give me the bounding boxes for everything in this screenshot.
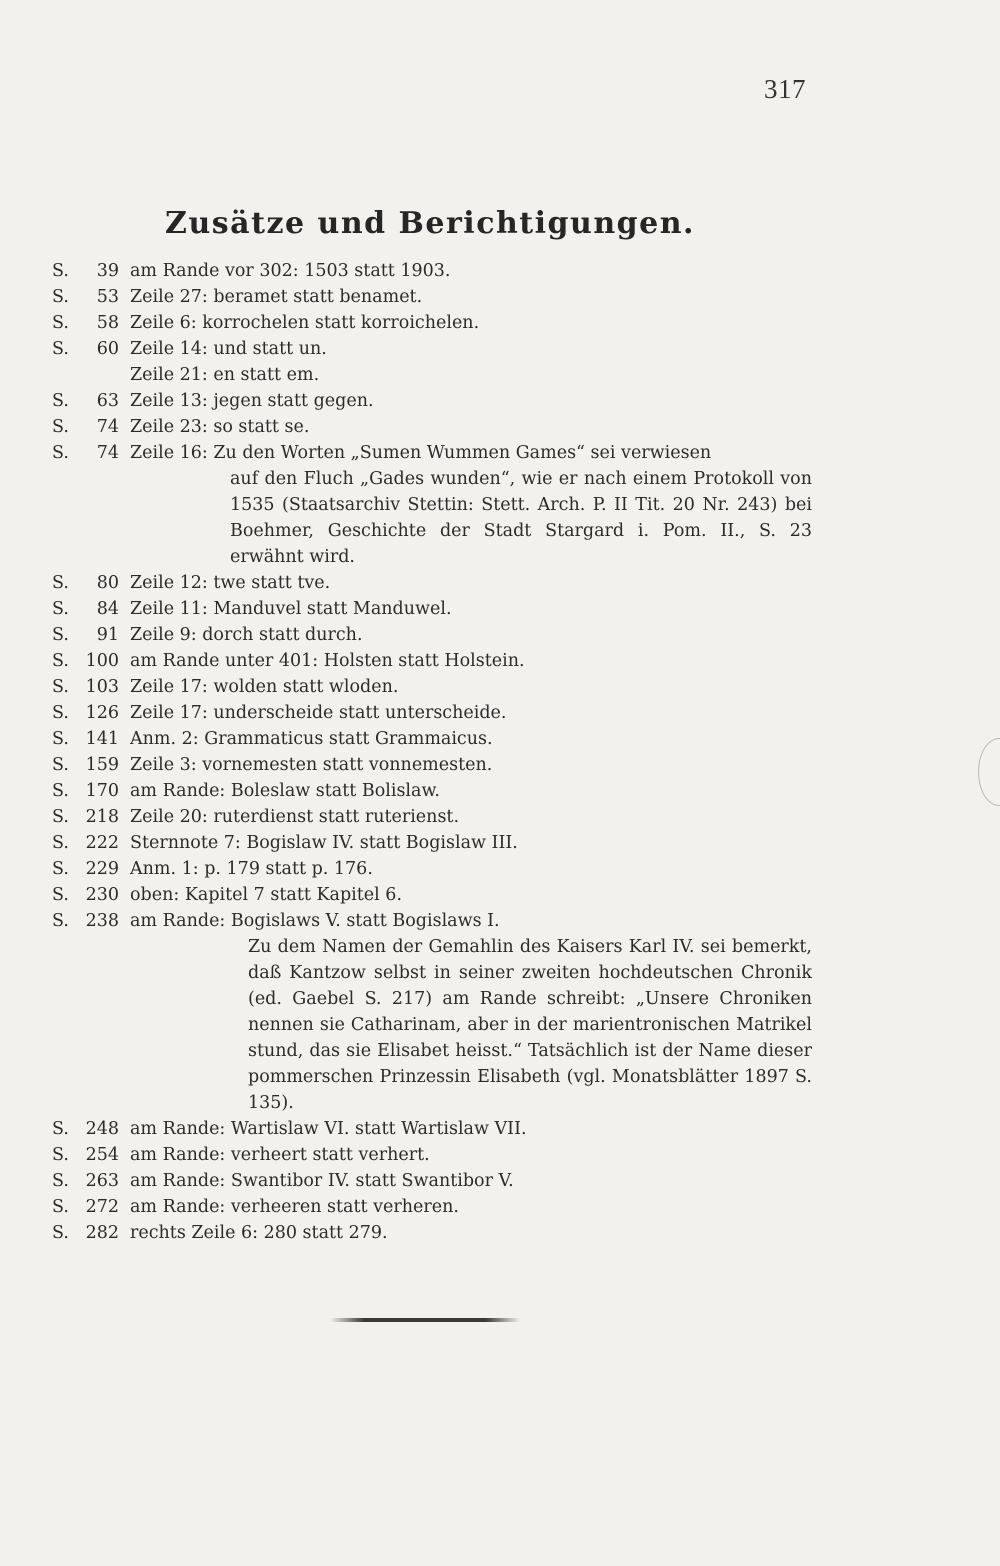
entry-text: am Rande: verheert statt verhert.: [130, 1145, 430, 1165]
entry-page: 159: [85, 755, 119, 775]
entry-text: Zeile 17: wolden statt wloden.: [130, 677, 399, 697]
entry-prefix: S.: [52, 859, 69, 879]
entry-page: 80: [96, 573, 119, 593]
entry-prefix: S.: [52, 885, 69, 905]
entry-prefix: S.: [52, 287, 69, 307]
entry-text: Zeile 14: und statt un.: [130, 339, 327, 359]
entry-page: 100: [85, 651, 119, 671]
entry-page: 263: [85, 1171, 119, 1191]
entry-text: Zeile 16: Zu den Worten „Sumen Wummen Games“ sei verwiesen: [130, 443, 712, 463]
entry-prefix: S.: [52, 1223, 69, 1243]
entry-page: 39: [96, 261, 119, 281]
entry-page: 63: [96, 391, 119, 411]
entry-prefix: S.: [52, 313, 69, 333]
entry-text: Zeile 21: en statt em.: [130, 365, 320, 385]
entry-prefix: S.: [52, 1119, 69, 1139]
entry-prefix: S.: [52, 807, 69, 827]
entry-prefix: S.: [52, 261, 69, 281]
list-item: [52, 1194, 812, 1220]
entry-text: am Rande: Bogislaws V. statt Bogislaws I.: [130, 911, 500, 931]
page-number: 317: [764, 74, 806, 104]
entry-prefix: S.: [52, 1145, 69, 1165]
entry-prefix: S.: [52, 1197, 69, 1217]
entry-text: Sternnote 7: Bogislaw IV. statt Bogislaw III.: [130, 833, 518, 853]
list-item: [52, 570, 812, 596]
entry-text: am Rande: Wartislaw VI. statt Wartislaw VII.: [130, 1119, 527, 1139]
entry-text: Zeile 11: Manduvel statt Manduwel.: [130, 599, 452, 619]
entry-text: am Rande: verheeren statt verheren.: [130, 1197, 459, 1217]
list-item: [52, 726, 812, 752]
entry-text: Zeile 3: vornemesten statt vonnemesten.: [130, 755, 493, 775]
entry-page: 222: [85, 833, 119, 853]
entry-prefix: S.: [52, 755, 69, 775]
entry-page: 230: [85, 885, 119, 905]
list-item: [52, 830, 812, 856]
entry-text: Zeile 12: twe statt tve.: [130, 573, 331, 593]
entry-text: Zeile 9: dorch statt durch.: [130, 625, 363, 645]
entry-text: Anm. 2: Grammaticus statt Grammaicus.: [130, 729, 493, 749]
entry-text: Zeile 20: ruterdienst statt ruterienst.: [130, 807, 460, 827]
entry-text: Zeile 17: underscheide statt unterscheide.: [130, 703, 507, 723]
list-item: [52, 648, 812, 674]
list-item: [52, 804, 812, 830]
entry-text: am Rande unter 401: Holsten statt Holstein.: [130, 651, 525, 671]
entry-prefix: S.: [52, 677, 69, 697]
list-item: [52, 856, 812, 882]
entry-page: 74: [96, 443, 119, 463]
entry-page: 248: [85, 1119, 119, 1139]
list-item: [52, 258, 812, 284]
list-item: [52, 622, 812, 648]
entry-page: 91: [96, 625, 119, 645]
entry-prefix: S.: [52, 625, 69, 645]
list-item: [52, 700, 812, 726]
entry-prefix: S.: [52, 573, 69, 593]
list-item: [52, 1116, 812, 1142]
entry-text: Zeile 6: korrochelen statt korroichelen.: [130, 313, 480, 333]
entry-page: 74: [96, 417, 119, 437]
list-item: [52, 778, 812, 804]
entry-prefix: S.: [52, 911, 69, 931]
entry-text: Zeile 27: beramet statt benamet.: [130, 287, 423, 307]
list-item: [52, 336, 812, 362]
entry-prefix: S.: [52, 651, 69, 671]
entry-continuation: auf den Fluch „Gades wunden“, wie er nach einem Protokoll von 1535 (Staatsarchiv Stettin: Stett. Arch. P. II Tit. 20 Nr. 243) bei Boehmer, Geschichte der Stadt Stargard i. Pom. II., S. 23 erwähnt wird.: [230, 469, 812, 567]
entry-prefix: S.: [52, 443, 69, 463]
entry-text: am Rande: Swantibor IV. statt Swantibor V.: [130, 1171, 514, 1191]
list-item: [52, 908, 812, 934]
page-edge-mark: [978, 738, 1000, 806]
entry-prefix: S.: [52, 833, 69, 853]
entry-page: 60: [96, 339, 119, 359]
list-item: [52, 934, 812, 1116]
list-item: [52, 752, 812, 778]
list-item: [52, 596, 812, 622]
list-item: [52, 440, 812, 466]
entry-page: 53: [96, 287, 119, 307]
bleed-through: [88, 176, 95, 206]
entry-page: 218: [85, 807, 119, 827]
entry-text: Zeile 13: jegen statt gegen.: [130, 391, 374, 411]
entry-text: Anm. 1: p. 179 statt p. 176.: [130, 859, 373, 879]
list-item: [52, 882, 812, 908]
entry-page: 84: [96, 599, 119, 619]
entry-prefix: S.: [52, 417, 69, 437]
page-title: Zusätze und Berichtigungen.: [165, 206, 695, 241]
list-item: [52, 388, 812, 414]
entry-prefix: S.: [52, 391, 69, 411]
entry-text: am Rande: Boleslaw statt Bolislaw.: [130, 781, 440, 801]
entry-page: 238: [85, 911, 119, 931]
entry-text: oben: Kapitel 7 statt Kapitel 6.: [130, 885, 403, 905]
entry-page: 272: [85, 1197, 119, 1217]
entry-page: 103: [85, 677, 119, 697]
entry-text: am Rande vor 302: 1503 statt 1903.: [130, 261, 451, 281]
entry-page: 141: [85, 729, 119, 749]
entry-page: 58: [96, 313, 119, 333]
list-item: [52, 284, 812, 310]
entry-prefix: S.: [52, 781, 69, 801]
list-item: [52, 414, 812, 440]
list-item: [52, 1220, 812, 1246]
entry-page: 282: [85, 1223, 119, 1243]
entry-page: 126: [85, 703, 119, 723]
entry-prefix: S.: [52, 729, 69, 749]
entry-prefix: S.: [52, 703, 69, 723]
entry-prefix: S.: [52, 599, 69, 619]
entry-page: 170: [85, 781, 119, 801]
list-item: [52, 466, 812, 570]
corrections-list: [52, 258, 812, 1246]
entry-page: 229: [85, 859, 119, 879]
entry-continuation: Zu dem Namen der Gemahlin des Kaisers Karl IV. sei bemerkt, daß Kantzow selbst in seiner zweiten hochdeutschen Chronik (ed. Gaebel S. 217) am Rande schreibt: „Unsere Chroniken nennen sie Catharinam, aber in der marientronischen Matrikel stund, das sie Elisabet heisst.“ Tatsächlich ist der Name dieser pommerschen Prinzessin Elisabeth (vgl. Monatsblätter 1897 S. 135).: [248, 937, 812, 1113]
entry-page: 254: [85, 1145, 119, 1165]
entry-text: rechts Zeile 6: 280 statt 279.: [130, 1223, 388, 1243]
list-item: [52, 674, 812, 700]
list-item: [52, 310, 812, 336]
list-item: [52, 1142, 812, 1168]
entry-prefix: S.: [52, 339, 69, 359]
closing-rule: [330, 1318, 520, 1322]
entry-prefix: S.: [52, 1171, 69, 1191]
entry-text: Zeile 23: so statt se.: [130, 417, 310, 437]
list-item: [52, 362, 812, 388]
list-item: [52, 1168, 812, 1194]
